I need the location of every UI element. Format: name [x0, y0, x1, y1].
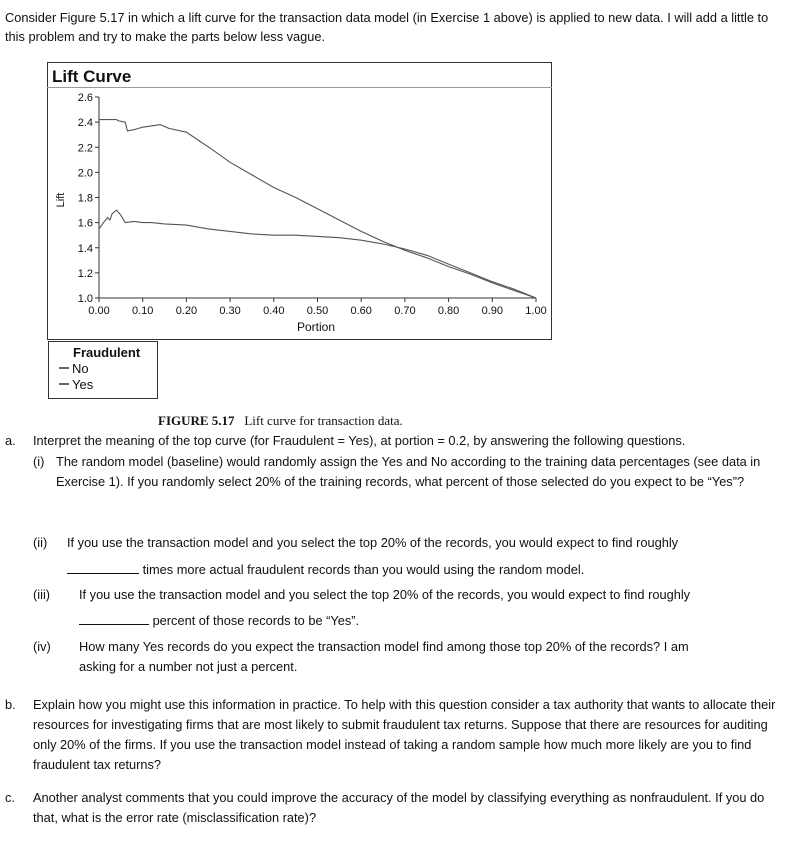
x-tick-label: 0.50 — [306, 305, 329, 317]
answer-blank-iii[interactable] — [79, 611, 149, 625]
x-tick-label: 0.00 — [88, 305, 110, 317]
y-tick-label: 1.0 — [77, 293, 93, 305]
y-tick-label: 2.2 — [77, 142, 93, 155]
y-tick-label: 1.8 — [77, 192, 93, 205]
x-tick-label: 0.20 — [175, 305, 198, 317]
question-a-ii-line2 — [67, 560, 791, 580]
y-tick-label: 2.4 — [77, 117, 93, 130]
legend-label-yes: Yes — [72, 377, 94, 392]
question-a-i-text: The random model (baseline) would randomly assign the Yes and No according to the training data percentages (see data in Exercise 1). If you randomly select 20% of the training records, what percent of those selected do you expect to be “Yes”? — [56, 454, 761, 489]
answer-blank-ii[interactable] — [67, 560, 139, 574]
y-axis-label: Lift — [55, 192, 67, 208]
question-a-iii-line1: If you use the transaction model and you select the top 20% of the records, you would expect to find roughly — [79, 587, 691, 602]
figure-caption — [158, 413, 403, 429]
x-axis-label: Portion — [296, 320, 336, 334]
x-tick-label: 0.70 — [394, 305, 416, 317]
x-tick-label: 0.10 — [131, 305, 154, 317]
question-a-iv-text: How many Yes records do you expect the transaction model find among those top 20% of the records? I am asking for a number not just a percent. — [79, 639, 689, 674]
question-a-ii-line1: If you use the transaction model and you select the top 20% of the records, you would expect to find roughly — [67, 535, 679, 550]
lift-curve-figure — [47, 62, 552, 400]
question-a-ii-marker: (ii) — [33, 535, 48, 550]
x-tick-label: 0.40 — [263, 305, 285, 317]
question-a-marker: a. — [5, 433, 16, 448]
x-tick-label: 0.30 — [219, 305, 241, 317]
question-b-text: Explain how you might use this information in practice. To help with this question consider a tax authority that wants to allocate their resources for investigating firms that are most likely to submit fraudulent tax returns. Suppose that there are resources for auditing only 20% of the firms. If you use the transaction model instead of taking a random sample how much more likely are you to find fraudulent tax returns? — [33, 697, 776, 772]
intro-paragraph: Consider Figure 5.17 in which a lift curve for the transaction data model (in Exercise 1 above) is applied to new data. I will add a little to this problem and try to make the parts below less vague. — [5, 10, 769, 44]
y-tick-label: 2.6 — [77, 92, 93, 104]
y-tick-label: 2.0 — [77, 167, 93, 180]
caption-label: FIGURE 5.17 — [158, 413, 235, 428]
question-a-ii-line2-text: times more actual fraudulent records than you would using the random model. — [142, 562, 585, 577]
y-tick-label: 1.2 — [77, 267, 93, 280]
question-a-iii-line2-text: percent of those records to be “Yes”. — [152, 613, 360, 628]
x-tick-label: 0.80 — [437, 305, 460, 317]
x-tick-label: 1.00 — [525, 305, 547, 317]
question-b-marker: b. — [5, 697, 16, 712]
question-a-text: Interpret the meaning of the top curve (for Fraudulent = Yes), at portion = 0.2, by answering the following questions. — [33, 433, 686, 448]
question-a-iii-line2 — [79, 611, 791, 631]
caption-text: Lift curve for transaction data. — [244, 413, 403, 428]
question-a-iii-marker: (iii) — [33, 587, 51, 602]
question-c-marker: c. — [5, 790, 15, 805]
legend-title: Fraudulent — [73, 345, 141, 360]
chart-title: Lift Curve — [52, 67, 132, 86]
legend-label-no: No — [72, 361, 89, 376]
question-a-iv-marker: (iv) — [33, 639, 51, 654]
x-tick-label: 0.90 — [481, 305, 504, 317]
y-tick-label: 1.6 — [77, 217, 93, 230]
question-a-i-marker: (i) — [33, 454, 45, 469]
y-tick-label: 1.4 — [77, 242, 93, 255]
x-tick-label: 0.60 — [350, 305, 372, 317]
question-c-text: Another analyst comments that you could improve the accuracy of the model by classifying everything as nonfraudulent. If you do that, what is the error rate (misclassification rate)? — [33, 790, 765, 825]
